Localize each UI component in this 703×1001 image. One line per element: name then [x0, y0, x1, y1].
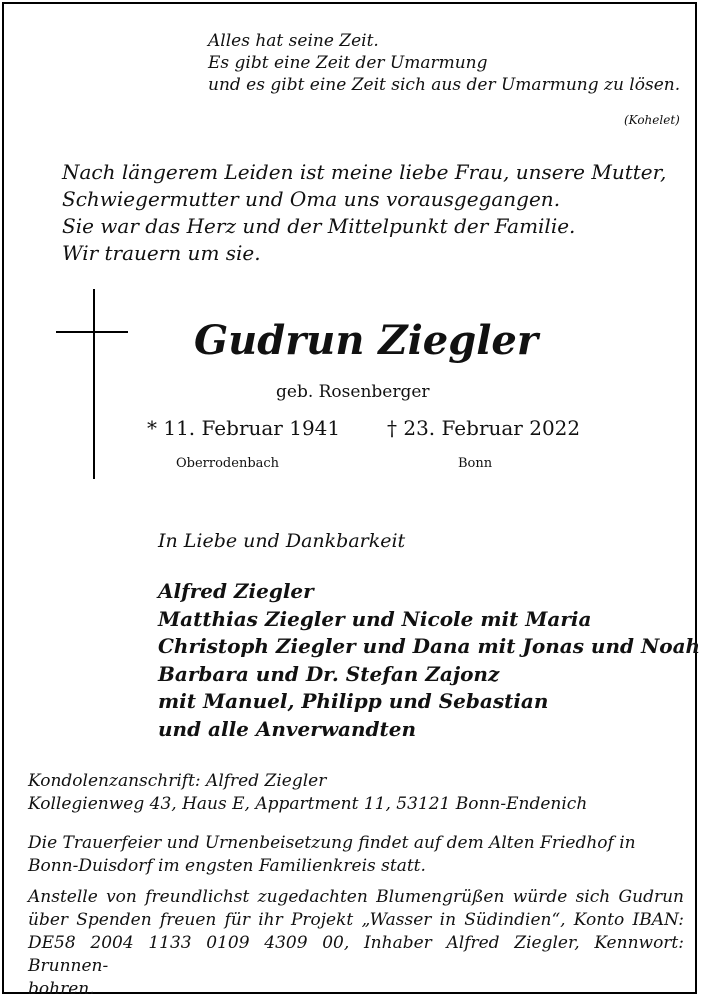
death-date: † 23. Februar 2022 — [387, 416, 581, 440]
intro-text — [62, 159, 666, 267]
donation-note — [28, 886, 684, 1001]
condolence-line: Kondolenzanschrift: Alfred Ziegler — [28, 771, 327, 791]
donation-line: über Spenden freuen für ihr Projekt „Wasser in Südindien“, Konto IBAN: — [28, 910, 684, 930]
quote-block — [208, 30, 680, 96]
intro-line: Nach längerem Leiden ist meine liebe Frau, unsere Mutter, — [62, 160, 667, 184]
quote-line: und es gibt eine Zeit sich aus der Umarmung zu lösen. — [208, 75, 681, 95]
ceremony-line: Die Trauerfeier und Urnenbeisetzung findet auf dem Alten Friedhof in — [28, 833, 636, 853]
ceremony-note — [28, 832, 636, 878]
family-member: und alle Anverwandten — [158, 716, 417, 741]
ceremony-line: Bonn-Duisdorf im engsten Familienkreis statt. — [28, 856, 426, 876]
closing-line: In Liebe und Dankbarkeit — [158, 530, 406, 552]
death-place: Bonn — [458, 456, 493, 471]
deceased-name: Gudrun Ziegler — [194, 317, 538, 364]
intro-line: Schwiegermutter und Oma uns vorausgegangen. — [62, 187, 561, 211]
family-member: Barbara und Dr. Stefan Zajonz — [158, 661, 500, 686]
condolence-address — [28, 770, 587, 816]
donation-line: bohren. — [28, 979, 95, 999]
quote-line: Es gibt eine Zeit der Umarmung — [208, 53, 488, 73]
family-member: mit Manuel, Philipp und Sebastian — [158, 689, 549, 713]
condolence-line: Kollegienweg 43, Haus E, Appartment 11, 53121 Bonn-Endenich — [28, 794, 588, 814]
family-list — [158, 578, 700, 743]
birth-date: * 11. Februar 1941 — [147, 416, 341, 440]
donation-line: Anstelle von freundlichst zugedachten Blumengrüßen würde sich Gudrun — [28, 887, 684, 907]
family-member: Christoph Ziegler und Dana mit Jonas und Noah — [158, 634, 701, 658]
quote-line: Alles hat seine Zeit. — [208, 31, 379, 51]
quote-source: (Kohelet) — [624, 113, 680, 127]
family-member: Alfred Ziegler — [158, 579, 314, 603]
donation-line: DE58 2004 1133 0109 4309 00, Inhaber Alfred Ziegler, Kennwort: Brunnen- — [28, 933, 684, 976]
intro-line: Sie war das Herz und der Mittelpunkt der Familie. — [62, 214, 576, 238]
maiden-name: geb. Rosenberger — [276, 382, 430, 402]
family-member: Matthias Ziegler und Nicole mit Maria — [158, 606, 592, 631]
birth-place: Oberrodenbach — [176, 456, 280, 471]
intro-line: Wir trauern um sie. — [62, 241, 261, 265]
obituary-frame — [2, 2, 701, 999]
